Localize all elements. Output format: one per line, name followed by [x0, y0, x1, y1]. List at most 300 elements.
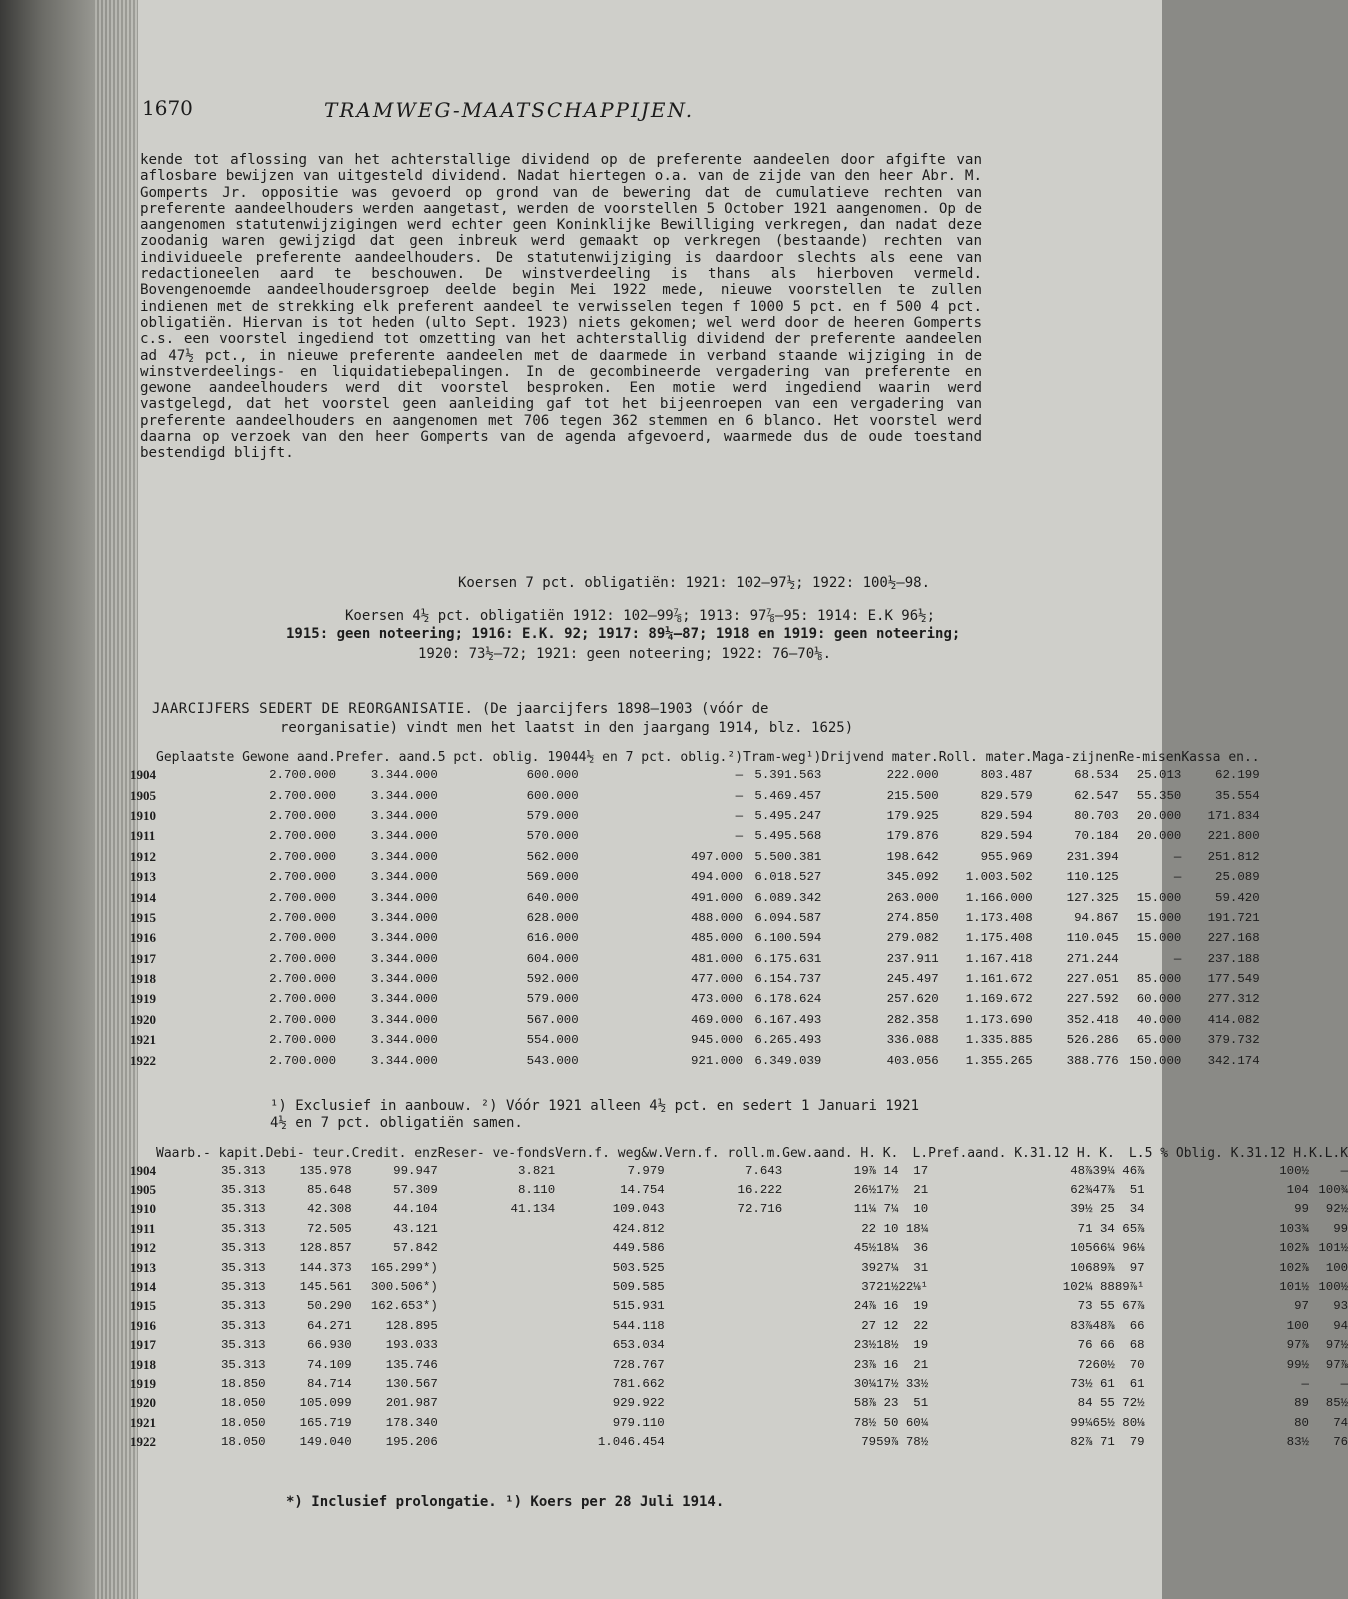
value-cell: 2.700.000 [269, 1053, 337, 1068]
value-cell: 6.100.594 [754, 931, 822, 946]
value-cell: 7.643 [744, 1163, 783, 1178]
section-subtitle-cont: reorganisatie) vindt men het laatst in den jaargang 1914, blz. 1625) [280, 720, 854, 736]
value-cell: 195.206 [385, 1435, 438, 1450]
value-cell: 66 [1099, 1338, 1115, 1353]
value-cell: 2.700.000 [269, 1033, 337, 1048]
value-cell: 21 [913, 1357, 929, 1372]
value-cell: 1.166.000 [965, 890, 1033, 905]
value-cell: 109.043 [612, 1202, 665, 1217]
footnote-table1 [270, 1098, 1030, 1132]
value-cell: 15.000 [1136, 931, 1182, 946]
value-cell: 78½ [905, 1435, 929, 1450]
value-cell: 600.000 [526, 788, 579, 803]
value-cell: 604.000 [526, 951, 579, 966]
value-cell: 102⅞ [1279, 1260, 1309, 1275]
value-cell: 42.308 [307, 1202, 352, 1217]
value-cell: 89 [1294, 1396, 1309, 1411]
value-cell: 35.313 [220, 1183, 266, 1198]
value-cell: 616.000 [526, 931, 579, 946]
value-cell: — [1173, 951, 1182, 966]
value-cell: 544.118 [612, 1318, 665, 1333]
year-cell: 1904 [130, 1162, 156, 1178]
column-header: Pref.aand. K.31.12 H. [928, 1146, 1093, 1161]
koersen-4half-pct-line1: Koersen 4½ pct. obligatiën 1912: 102—99⅞; 1913: 97⅞—95: 1914: E.K 96½; [345, 608, 936, 624]
value-cell: 179.876 [886, 829, 939, 844]
value-cell [438, 1374, 555, 1393]
year-cell: 1916 [130, 1317, 156, 1333]
value-cell: 35.313 [220, 1202, 266, 1217]
value-cell: 5.500.381 [754, 849, 822, 864]
value-cell: 100½ [1318, 1280, 1348, 1295]
value-cell: 403.056 [886, 1053, 939, 1068]
value-cell: 11¼ [853, 1202, 877, 1217]
value-cell: 2.700.000 [269, 768, 337, 783]
value-cell: 562.000 [526, 849, 579, 864]
value-cell: 2.700.000 [269, 992, 337, 1007]
value-cell: 80 [1294, 1415, 1309, 1430]
value-cell: 829.594 [980, 808, 1033, 823]
value-cell: 162.653*) [370, 1299, 438, 1314]
value-cell: 144.373 [299, 1260, 352, 1275]
value-cell: 342.174 [1207, 1053, 1260, 1068]
value-cell: 567.000 [526, 1012, 579, 1027]
value-cell [665, 1355, 782, 1374]
value-cell: 24⅞ [853, 1299, 877, 1314]
section-subtitle: (De jaarcijfers 1898—1903 (vóór de [481, 701, 769, 717]
year-cell: 1922 [130, 1052, 156, 1068]
value-cell: 103¾ [1279, 1221, 1309, 1236]
value-cell: 71 [1099, 1435, 1115, 1450]
value-cell: 449.586 [612, 1241, 665, 1256]
value-cell [438, 1277, 555, 1296]
value-cell: 19 [913, 1338, 929, 1353]
value-cell: 35.313 [220, 1260, 266, 1275]
value-cell: 99½ [1286, 1357, 1309, 1372]
footnote-table1-line2: 4½ en 7 pct. obligatiën samen. [270, 1115, 523, 1131]
section-title: JAARCIJFERS SEDERT DE REORGANISATIE. [152, 701, 474, 717]
value-cell: 2.700.000 [269, 910, 337, 925]
value-cell: 97⅞ [1286, 1338, 1309, 1353]
value-cell: 21 [913, 1183, 929, 1198]
value-cell: 257.620 [886, 992, 939, 1007]
value-cell: 3.344.000 [370, 951, 438, 966]
table-row [130, 1432, 1348, 1451]
value-cell: 94.867 [1074, 910, 1119, 925]
value-cell: 62¾ [1070, 1183, 1093, 1198]
value-cell: — [1340, 1376, 1348, 1391]
year-cell: 1921 [130, 1414, 156, 1430]
value-cell: — [1301, 1376, 1309, 1391]
value-cell: 570.000 [526, 829, 579, 844]
value-cell: 579.000 [526, 808, 579, 823]
value-cell: 60¼ [905, 1415, 929, 1430]
value-cell: 19 [913, 1299, 929, 1314]
value-cell: 73½ [1070, 1376, 1093, 1391]
value-cell: 3.344.000 [370, 910, 438, 925]
value-cell: 19⅞ [853, 1163, 877, 1178]
value-cell: 50 [883, 1415, 899, 1430]
running-title: TRAMWEG-MAATSCHAPPIJEN. [324, 98, 695, 122]
year-cell: 1917 [130, 1337, 156, 1353]
value-cell: 628.000 [526, 910, 579, 925]
value-cell: 104 [1286, 1183, 1309, 1198]
table-row [130, 1239, 1348, 1258]
value-cell [438, 1297, 555, 1316]
value-cell: 110.045 [1066, 931, 1119, 946]
year-cell: 1911 [130, 1220, 156, 1236]
value-cell: 5.495.568 [754, 829, 822, 844]
value-cell: 1.175.408 [965, 931, 1033, 946]
value-cell: 227.592 [1066, 992, 1119, 1007]
table-row [130, 1336, 1348, 1355]
value-cell: 68.534 [1074, 768, 1119, 783]
body-paragraph [140, 152, 982, 462]
value-cell [665, 1394, 782, 1413]
value-cell: 227.168 [1207, 931, 1260, 946]
value-cell: — [1173, 870, 1182, 885]
table-row [130, 806, 1260, 826]
value-cell: 36 [913, 1241, 929, 1256]
value-cell: 102¼ [1062, 1280, 1093, 1295]
value-cell: 61 [1129, 1376, 1145, 1391]
value-cell: 388.776 [1066, 1053, 1119, 1068]
value-cell: 3.344.000 [370, 808, 438, 823]
column-header: Vern.f. weg&w. [555, 1146, 665, 1161]
value-cell [438, 1432, 555, 1451]
value-cell: 101½ [1318, 1241, 1348, 1256]
table-row [130, 867, 1260, 887]
section-heading [152, 700, 982, 738]
value-cell: 105.099 [299, 1396, 352, 1411]
value-cell: 100 [1325, 1260, 1348, 1275]
value-cell: 803.487 [980, 768, 1033, 783]
column-header: K.L.K [1308, 1146, 1348, 1161]
table-row [130, 1394, 1348, 1413]
value-cell: 71 [1077, 1221, 1093, 1236]
value-cell: 66¼ [1092, 1241, 1115, 1256]
column-header: Re-misen [1118, 750, 1182, 765]
value-cell: 1.173.690 [965, 1012, 1033, 1027]
table-row [130, 949, 1260, 969]
year-cell: 1922 [130, 1434, 156, 1450]
value-cell: 488.000 [690, 910, 744, 925]
value-cell: 26½ [853, 1183, 877, 1198]
value-cell: 3.344.000 [370, 788, 438, 803]
value-cell: 10 [913, 1202, 929, 1217]
value-cell: 5.495.247 [754, 808, 822, 823]
value-cell: 245.497 [886, 972, 939, 987]
value-cell: 59⅞ [876, 1435, 899, 1450]
value-cell: 215.500 [886, 788, 939, 803]
value-cell: 64.271 [307, 1318, 352, 1333]
value-cell: 6.265.493 [754, 1033, 822, 1048]
value-cell: 101½ [1279, 1280, 1309, 1295]
value-cell: 17½ [876, 1376, 899, 1391]
value-cell: 35.313 [220, 1280, 266, 1295]
value-cell: 17 [913, 1163, 929, 1178]
value-cell: 45½ [853, 1241, 877, 1256]
footnote-table1-line1: ¹) Exclusief in aanbouw. ²) Vóór 1921 alleen 4½ pct. en sedert 1 Januari 1921 [270, 1098, 920, 1114]
value-cell: 6.094.587 [754, 910, 822, 925]
value-cell: 336.088 [886, 1033, 939, 1048]
value-cell: 1.355.265 [965, 1053, 1033, 1068]
value-cell: 99 [1333, 1221, 1348, 1236]
value-cell: 10 [883, 1221, 899, 1236]
value-cell: 2.700.000 [269, 931, 337, 946]
value-cell: 18¼ [876, 1241, 899, 1256]
value-cell: 30¼ [853, 1376, 877, 1391]
value-cell: 237.911 [886, 951, 939, 966]
value-cell: 62.199 [1215, 768, 1260, 783]
value-cell: 39¼ [1092, 1163, 1115, 1178]
value-cell: 82⅞ [1070, 1435, 1093, 1450]
year-cell: 1919 [130, 991, 156, 1007]
value-cell: 3.344.000 [370, 972, 438, 987]
value-cell: 25.013 [1136, 768, 1182, 783]
value-cell: 3.344.000 [370, 829, 438, 844]
table-row [130, 1010, 1260, 1030]
year-cell: 1915 [130, 1298, 156, 1314]
year-cell: 1916 [130, 930, 156, 946]
table-row [130, 1413, 1348, 1432]
year-cell: 1905 [130, 787, 156, 803]
table-row [130, 1050, 1260, 1070]
value-cell: 251.812 [1207, 849, 1260, 864]
value-cell: 35.313 [220, 1221, 266, 1236]
value-cell: 2.700.000 [269, 870, 337, 885]
value-cell [665, 1258, 782, 1277]
value-cell: 22 [861, 1221, 877, 1236]
value-cell: 178.340 [385, 1415, 438, 1430]
value-cell: 543.000 [526, 1053, 579, 1068]
value-cell: 491.000 [690, 890, 744, 905]
value-cell: 18.050 [220, 1435, 266, 1450]
value-cell: 58⅞ [853, 1396, 877, 1411]
value-cell: 106 [1070, 1260, 1093, 1275]
year-cell: 1914 [130, 889, 156, 905]
value-cell: 97 [1294, 1299, 1309, 1314]
table-row [130, 989, 1260, 1009]
value-cell: 135.978 [299, 1163, 352, 1178]
value-cell: 46⅞ [1122, 1163, 1145, 1178]
value-cell: 128.857 [299, 1241, 352, 1256]
column-header: Tram-weg¹) [743, 750, 822, 765]
value-cell: 96⅛ [1122, 1241, 1145, 1256]
year-cell: 1917 [130, 950, 156, 966]
value-cell: 93 [1333, 1299, 1348, 1314]
value-cell: 34 [1099, 1221, 1115, 1236]
value-cell: 497.000 [690, 849, 744, 864]
value-cell: 345.092 [886, 870, 939, 885]
value-cell [665, 1297, 782, 1316]
value-cell [665, 1413, 782, 1432]
value-cell: 99¼ [1070, 1415, 1093, 1430]
value-cell: — [735, 788, 744, 803]
value-cell: 279.082 [886, 931, 939, 946]
value-cell: 76 [1077, 1338, 1093, 1353]
value-cell: 39 [861, 1260, 877, 1275]
footnote-table2: *) Inclusief prolongatie. ¹) Koers per 28 Juli 1914. [286, 1494, 725, 1510]
value-cell: 105 [1070, 1241, 1093, 1256]
value-cell: 145.561 [299, 1280, 352, 1295]
value-cell: 35.313 [220, 1241, 266, 1256]
value-cell: 65½ [1092, 1415, 1115, 1430]
value-cell: 14 [883, 1163, 899, 1178]
value-cell: 27¼ [876, 1260, 899, 1275]
value-cell: 22 [913, 1318, 929, 1333]
column-header [130, 750, 156, 765]
value-cell: 509.585 [612, 1280, 665, 1295]
value-cell: 72½ [1122, 1396, 1145, 1411]
year-cell: 1918 [130, 971, 156, 987]
value-cell: 1.003.502 [965, 870, 1033, 885]
value-cell: 34 [1129, 1202, 1145, 1217]
value-cell: 503.525 [612, 1260, 665, 1275]
column-header: Drijvend mater. [821, 750, 939, 765]
value-cell: 979.110 [612, 1415, 665, 1430]
value-cell: 22⅛¹ [898, 1280, 929, 1295]
table-row [130, 1180, 1348, 1199]
column-header: 5 pct. oblig. 1904 [437, 750, 579, 765]
value-cell: 2.700.000 [269, 951, 337, 966]
value-cell: 2.700.000 [269, 788, 337, 803]
value-cell: 51 [913, 1396, 929, 1411]
value-cell: 35.313 [220, 1163, 266, 1178]
value-cell: 526.286 [1066, 1033, 1119, 1048]
value-cell: 62.547 [1074, 788, 1119, 803]
table-row [130, 785, 1260, 805]
value-cell: 88 [1099, 1280, 1115, 1295]
value-cell: 57.842 [393, 1241, 438, 1256]
value-cell: 3.344.000 [370, 890, 438, 905]
value-cell: 35.554 [1215, 788, 1260, 803]
value-cell: 100½ [1279, 1163, 1309, 1178]
year-cell: 1910 [130, 807, 156, 823]
value-cell [438, 1394, 555, 1413]
column-header: Geplaatste Gewone aand. [156, 750, 337, 765]
table-header-row [130, 1146, 1348, 1161]
value-cell: 84.714 [307, 1376, 352, 1391]
value-cell: 20.000 [1136, 829, 1182, 844]
value-cell [665, 1336, 782, 1355]
value-cell: 3.344.000 [370, 1053, 438, 1068]
value-cell: 414.082 [1207, 1012, 1260, 1027]
value-cell: 14.754 [620, 1183, 665, 1198]
value-cell: 102⅞ [1279, 1241, 1309, 1256]
value-cell: — [735, 829, 744, 844]
value-cell: 515.931 [612, 1299, 665, 1314]
value-cell: 921.000 [690, 1053, 744, 1068]
value-cell: 579.000 [526, 992, 579, 1007]
value-cell: 7¼ [883, 1202, 899, 1217]
value-cell: 97⅞ [1325, 1357, 1348, 1372]
value-cell: 227.051 [1066, 972, 1119, 987]
value-cell: 92½ [1325, 1202, 1348, 1217]
value-cell: 829.594 [980, 829, 1033, 844]
column-header: 5 % Oblig. K.31.12 H. [1144, 1146, 1309, 1161]
value-cell: — [735, 768, 744, 783]
value-cell: 33½ [905, 1376, 929, 1391]
value-cell: 65⅞ [1122, 1221, 1145, 1236]
column-header: L. [912, 1146, 929, 1161]
value-cell: 2.700.000 [269, 849, 337, 864]
year-cell: 1921 [130, 1032, 156, 1048]
table-body [130, 765, 1260, 1071]
value-cell: 70 [1129, 1357, 1145, 1372]
value-cell: 2.700.000 [269, 972, 337, 987]
value-cell: 3.344.000 [370, 1012, 438, 1027]
value-cell: 40.000 [1136, 1012, 1182, 1027]
value-cell: 25 [1099, 1202, 1115, 1217]
value-cell: 6.175.631 [754, 951, 822, 966]
value-cell: 7.979 [627, 1163, 665, 1178]
value-cell: 85.000 [1136, 972, 1182, 987]
value-cell: 50.290 [307, 1299, 352, 1314]
value-cell: 554.000 [526, 1033, 579, 1048]
column-header: Roll. mater. [938, 750, 1033, 765]
column-header [130, 1146, 156, 1161]
value-cell: 85.648 [307, 1183, 352, 1198]
body-paragraph-text: kende tot aflossing van het achterstallige dividend op de preferente aandeelen door afgifte van aflosbare bewijzen van uitgesteld dividend. Nadat hiertegen o.a. van de zijde van den heer Abr. M. Gomperts Jr. oppositie was gevoerd op grond van de bewering dat de cumulatieve rechten van preferente aandeelhouders werden aangetast, werden de voorstellen 5 October 1921 aangenomen. Op de aangenomen statutenwijzigingen werd echter geen Koninklijke Bewilliging verkregen, dan nadat deze zoodanig waren gewijzigd dat geen inbreuk werd gemaakt op verkregen (bestaande) rechten van individueele preferente aandeelhouders. De statutenwijziging is daardoor slechts als eene van redactioneelen aard te beschouwen. De winstverdeeling is thans als hierboven vermeld. Bovengenoemde aandeelhoudersgroep deelde begin Mei 1922 mede, nieuwe voorstellen te zullen indienen met de strekking elk preferent aandeel te verwisselen tegen f 1000 5 pct. en f 500 4 pct. obligatiën. Hiervan is tot heden (ulto Sept. 1923) niets gekomen; wel werd door de heeren Gomperts c.s. een voorstel ingediend tot omzetting van het achterstallig dividend der preferente aandeelen ad 47½ pct., in nieuwe preferente aandeelen met de daarmede in verband staande wijziging in de winstverdeelings- en liquidatiebepalingen. In de gecombineerde vergadering van preferente en gewone aandeelhouders werd dit voorstel besproken. Een motie werd ingediend waarin werd vastgelegd, dat het voorstel geen aanleiding gaf tot het bijeenroepen van een vergadering van preferente aandeelhouders en aangenomen met 706 tegen 362 stemmen en 6 blanco. Het voorstel werd daarna op verzoek van den heer Gomperts van de agenda afgevoerd, waarmede dus de oude toestand bestendigd blijft. [140, 152, 982, 462]
koersen-7-pct: Koersen 7 pct. obligatiën: 1921: 102—97½; 1922: 100½—98. [458, 575, 931, 591]
value-cell: 84 [1077, 1396, 1093, 1411]
value-cell: 6.349.039 [754, 1053, 822, 1068]
value-cell [665, 1432, 782, 1451]
value-cell: 79 [1129, 1435, 1145, 1450]
value-cell [665, 1374, 782, 1393]
value-cell: 485.000 [690, 931, 744, 946]
value-cell: 8.110 [517, 1183, 556, 1198]
year-cell: 1904 [130, 767, 156, 783]
value-cell: 1.161.672 [965, 972, 1033, 987]
value-cell: 149.040 [299, 1435, 352, 1450]
value-cell: 99 [1294, 1202, 1309, 1217]
value-cell: 66 [1129, 1318, 1145, 1333]
value-cell: 83⅞ [1070, 1318, 1093, 1333]
value-cell: 85½ [1325, 1396, 1348, 1411]
value-cell: 263.000 [886, 890, 939, 905]
value-cell: 1.169.672 [965, 992, 1033, 1007]
value-cell: 469.000 [690, 1012, 744, 1027]
value-cell: 379.732 [1207, 1033, 1260, 1048]
value-cell: 78½ [853, 1415, 877, 1430]
value-cell: 2.700.000 [269, 1012, 337, 1027]
year-cell: 1915 [130, 909, 156, 925]
table-row [130, 887, 1260, 907]
value-cell: 5.469.457 [754, 788, 822, 803]
jaarcijfers-liabilities-koersen-table [130, 1146, 1348, 1452]
value-cell: 60.000 [1136, 992, 1182, 1007]
year-cell: 1913 [130, 1259, 156, 1275]
value-cell: 43.121 [393, 1221, 438, 1236]
value-cell: 222.000 [886, 768, 939, 783]
value-cell: 35.313 [220, 1318, 266, 1333]
table-row [130, 1161, 1348, 1180]
value-cell: 165.299*) [370, 1260, 438, 1275]
value-cell [665, 1239, 782, 1258]
column-header: 4½ en 7 pct. oblig.²) [578, 750, 744, 765]
value-cell: 60½ [1092, 1357, 1115, 1372]
table-body [130, 1161, 1348, 1452]
value-cell [438, 1336, 555, 1355]
value-cell: 128.895 [385, 1318, 438, 1333]
value-cell: 2.700.000 [269, 829, 337, 844]
value-cell: 3.821 [517, 1163, 556, 1178]
table-row [130, 1277, 1348, 1296]
table-row [130, 1219, 1348, 1238]
column-header: Waarb.- kapit. [156, 1146, 266, 1161]
value-cell: 16 [883, 1357, 899, 1372]
